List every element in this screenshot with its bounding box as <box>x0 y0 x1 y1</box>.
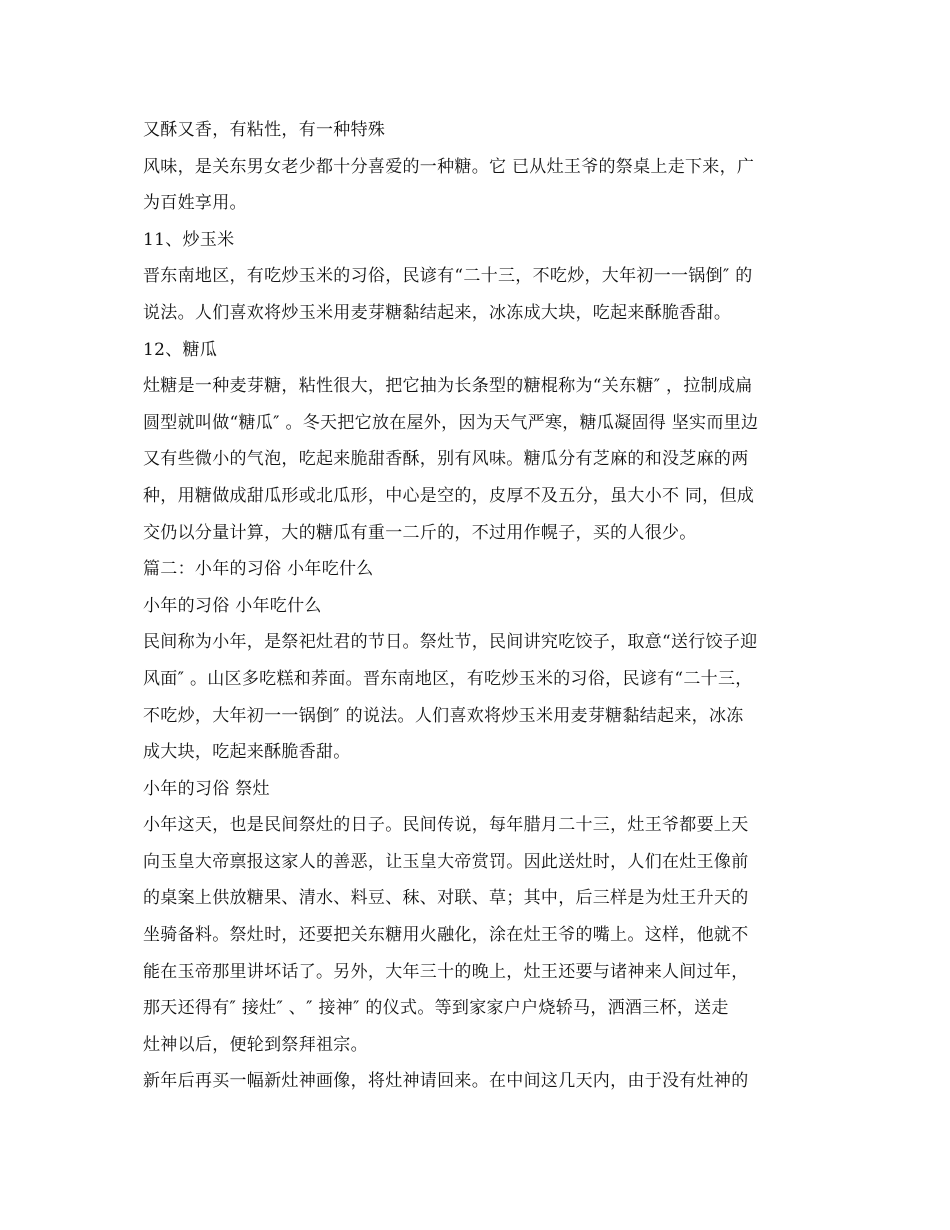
section-heading: 12、糖瓜 <box>143 339 218 360</box>
text-line: 风面″ 。山区多吃糕和荞面。晋东南地区，有吃炒玉米的习俗，民谚有“二十三， <box>143 668 753 689</box>
text-line: 灶神以后，便轮到祭拜祖宗。 <box>143 1034 368 1055</box>
text-line: 成大块，吃起来酥脆香甜。 <box>143 742 351 763</box>
text-line: 那天还得有″ 接灶″ 、″ 接神″ 的仪式。等到家家户户烧轿马，洒酒三杯，送走 <box>143 998 729 1019</box>
text-line: 为百姓享用。 <box>143 193 247 214</box>
text-line: 说法。人们喜欢将炒玉米用麦芽糖黏结起来，冰冻成大块，吃起来酥脆香甜。 <box>143 302 732 323</box>
text-line: 坐骑备料。祭灶时，还要把关东糖用火融化，涂在灶王爷的嘴上。这样，他就不 <box>143 925 749 946</box>
section-heading: 小年的习俗 小年吃什么 <box>143 595 322 616</box>
text-line: 晋东南地区，有吃炒玉米的习俗，民谚有“二十三，不吃炒，大年初一一锅倒″ 的 <box>143 266 753 287</box>
section-heading: 11、炒玉米 <box>143 229 235 250</box>
text-line: 小年这天，也是民间祭灶的日子。民间传说，每年腊月二十三，灶王爷都要上天 <box>143 815 749 836</box>
text-line: 不吃炒，大年初一一锅倒″ 的说法。人们喜欢将炒玉米用麦芽糖黏结起来，冰冻 <box>143 705 744 726</box>
text-line: 向玉皇大帝禀报这家人的善恶，让玉皇大帝赏罚。因此送灶时，人们在灶王像前 <box>143 851 749 872</box>
text-line: 又酥又香，有粘性，有一种特殊 <box>143 120 386 140</box>
section-heading: 小年的习俗 祭灶 <box>143 778 270 799</box>
text-line: 圆型就叫做“糖瓜″ 。冬天把它放在屋外，因为天气严寒，糖瓜凝固得 坚实而里边 <box>143 412 759 433</box>
text-line: 交仍以分量计算，大的糖瓜有重一二斤的，不过用作幌子，买的人很少。 <box>143 522 697 543</box>
text-line: 又有些微小的气泡，吃起来脆甜香酥，别有风味。糖瓜分有芝麻的和没芝麻的两 <box>143 449 749 470</box>
text-line: 风味，是关东男女老少都十分喜爱的一种糖。它 已从灶王爷的祭桌上走下来，广 <box>143 156 755 177</box>
text-line: 种，用糖做成甜瓜形或北瓜形，中心是空的，皮厚不及五分，虽大小不 同，但成 <box>143 485 755 506</box>
text-line: 新年后再买一幅新灶神画像，将灶神请回来。在中间这几天内，由于没有灶神的 <box>143 1071 749 1092</box>
text-line: 能在玉帝那里讲坏话了。另外，大年三十的晚上，灶王还要与诸神来人间过年， <box>143 961 749 982</box>
section-heading: 篇二：小年的习俗 小年吃什么 <box>143 559 374 580</box>
text-line: 灶糖是一种麦芽糖，粘性很大，把它抽为长条型的糖棍称为“关东糖″ ，拉制成扁 <box>143 376 753 397</box>
document-page <box>143 112 815 1100</box>
text-line: 的桌案上供放糖果、清水、料豆、秣、对联、草；其中，后三样是为灶王升天的 <box>143 888 749 909</box>
text-line: 民间称为小年，是祭祀灶君的节日。祭灶节，民间讲究吃饺子，取意“送行饺子迎 <box>143 632 758 653</box>
